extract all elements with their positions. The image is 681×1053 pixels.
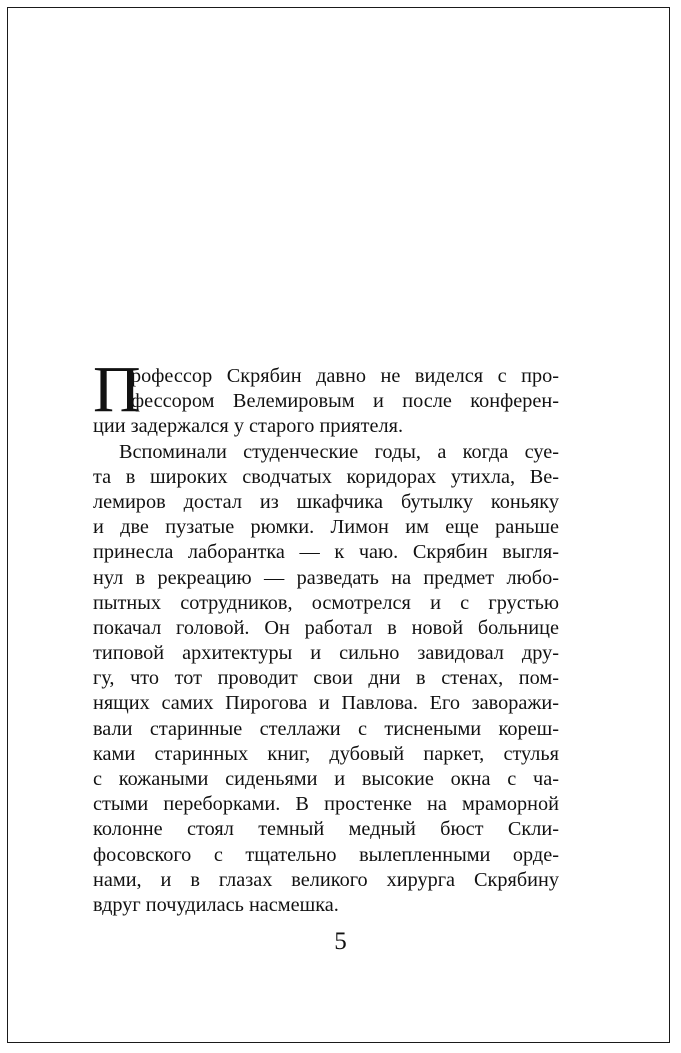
text-line: и две пузатые рюмки. Лимон им еще раньше (93, 516, 559, 539)
text-line: фосовского с тщательно вылепленными орде- (93, 843, 559, 866)
text-line: колонне стоял темный медный бюст Скли- (93, 818, 559, 841)
text-line: вдруг почудилась насмешка. (93, 893, 339, 916)
text-line: нящих самих Пирогова и Павлова. Его заворажи- (93, 692, 559, 715)
text-line: Вспоминали студенческие годы, а когда суе- (119, 440, 559, 463)
text-line: нул в рекреацию — разведать на предмет любо- (93, 566, 559, 589)
text-line: пытных сотрудников, осмотрелся и с грустью (93, 591, 559, 614)
text-line: ции задержался у старого приятеля. (93, 415, 404, 438)
page-number: 5 (334, 928, 347, 955)
text-line: типовой архитектуры и сильно завидовал дру- (93, 642, 559, 665)
drop-cap: П (93, 353, 141, 426)
text-line: с кожаными сиденьями и высокие окна с ча- (93, 768, 559, 790)
text-line: ками старинных книг, дубовый паркет, стулья (93, 742, 559, 765)
text-line: лемиров достал из шкафчика бутылку коньяку (93, 490, 559, 513)
text-line: принесла лаборантка — к чаю. Скрябин выгля- (93, 541, 559, 564)
text-line: стыми переборками. В простенке на мраморной (93, 793, 559, 816)
body-text (93, 353, 559, 918)
text-line: нами, и в глазах великого хирурга Скрябину (93, 868, 559, 891)
text-line: та в широких сводчатых коридорах утихла, Ве- (93, 465, 559, 488)
text-line: гу, что тот проводит свои дни в стенах, пом- (93, 667, 559, 690)
text-line: вали старинные стеллажи с тиснеными кореш- (93, 717, 559, 740)
text-line: покачал головой. Он работал в новой больнице (93, 616, 559, 639)
text-line: фессором Велемировым и после конферен- (131, 390, 559, 413)
text-line: рофессор Скрябин давно не виделся с про- (131, 365, 559, 387)
